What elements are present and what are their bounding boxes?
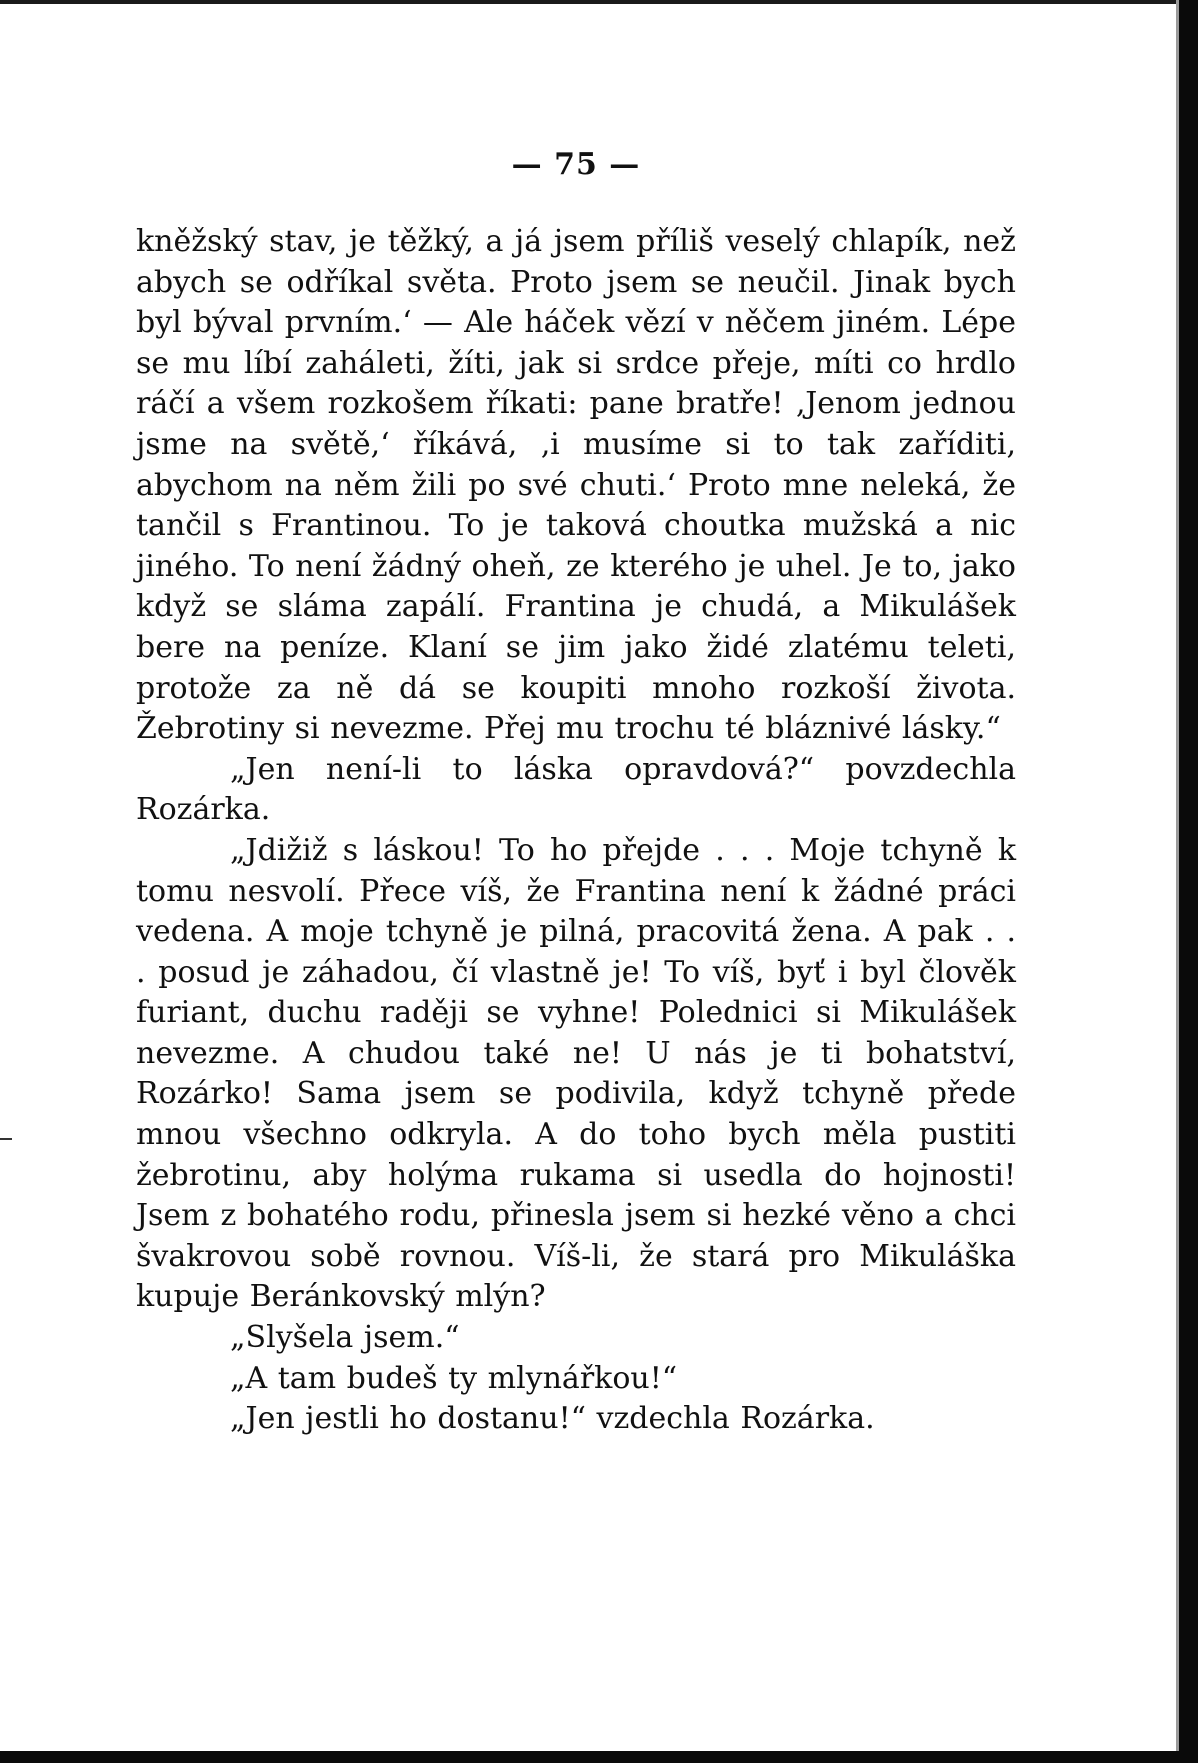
scan-top-edge bbox=[0, 0, 1198, 4]
paragraph-dialogue: „Jdižiž s láskou! To ho přejde . . . Moje tchyně k tomu nesvolí. Přece víš, že Frantina není k žádné práci vedena. A moje tchyně je pilná, pracovitá žena. A pak . . . posud je záhadou, čí vlastně je! To víš, byť i byl člověk furiant, duchu raději se vyhne! Polednici si Mikulášek nevezme. A chudou také ne! U nás je ti bohatství, Rozárko! Sama jsem se podivila, když tchyně přede mnou všechno odkryla. A do toho bych měla pustiti žebrotinu, aby holýma rukama si usedla do hojnosti! Jsem z bohatého rodu, přinesla jsem si hezké věno a chci švakrovou sobě rovnou. Víš-li, že stará pro Mikuláška kupuje Beránkovský mlýn? bbox=[136, 832, 1016, 1315]
paragraph-dialogue: „Jen není-li to láska opravdová?“ povzdechla Rozárka. bbox=[136, 751, 1016, 828]
scan-margin-mark bbox=[0, 1138, 12, 1140]
book-page bbox=[136, 140, 1016, 1440]
scan-bottom-edge bbox=[0, 1751, 1198, 1763]
paragraph-continuation: kněžský stav, je těžký, a já jsem příliš veselý chlapík, než abych se odříkal světa. Proto jsem se neučil. Jinak bych byl býval prvním.‘ — Ale háček vězí v něčem jiném. Lépe se mu líbí zaháleti, žíti, jak si srdce přeje, míti co hrdlo ráčí a všem rozkošem říkati: pane bratře! ‚Jenom jednou jsme na světě,‘ říkává, ‚i musíme si to tak zaříditi, abychom na něm žili po své chuti.‘ Proto mne neleká, že tančil s Frantinou. To je taková choutka mužská a nic jiného. To není žádný oheň, ze kterého je uhel. Je to, jako když se sláma zapálí. Frantina je chudá, a Mikulášek bere na peníze. Klaní se jim jako židé zlatému teleti, protože za ně dá se koupiti mnoho rozkoší života. Žebrotiny si nevezme. Přej mu trochu té bláznivé lásky.“ bbox=[136, 224, 1016, 747]
scan-right-edge bbox=[1179, 0, 1198, 1763]
paragraph-dialogue: „Slyšela jsem.“ bbox=[230, 1320, 460, 1356]
paragraph-dialogue: „A tam budeš ty mlynářkou!“ bbox=[230, 1360, 678, 1396]
paragraph-dialogue: „Jen jestli ho dostanu!“ vzdechla Rozárka. bbox=[230, 1401, 875, 1437]
page-body-text bbox=[136, 222, 1016, 1440]
page-number: — 75 — bbox=[511, 147, 641, 182]
